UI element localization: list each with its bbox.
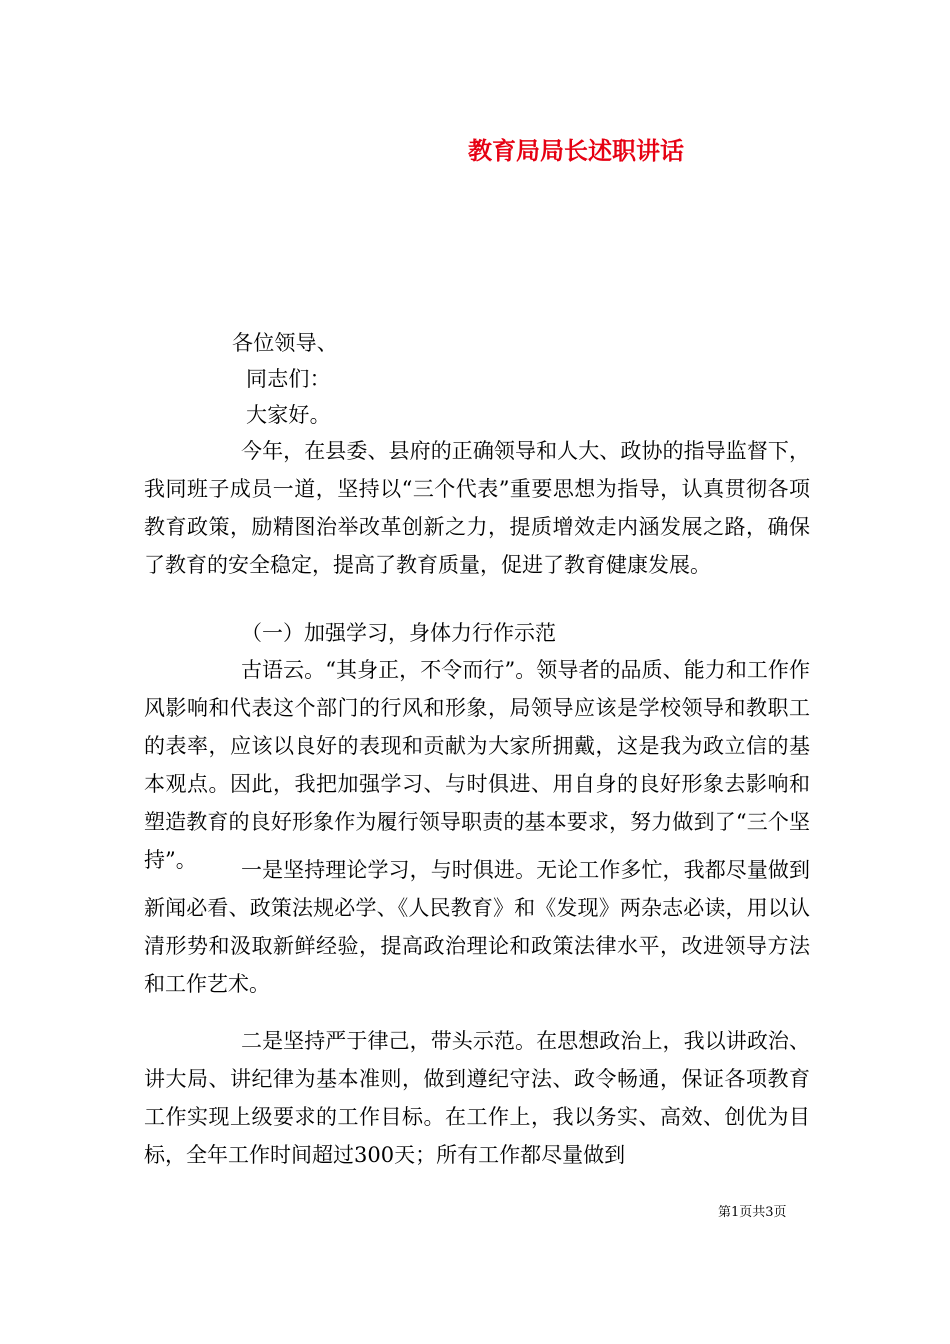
section-heading-1: （一）加强学习，身体力行作示范 <box>241 621 556 645</box>
paragraph-self-discipline: 二是坚持严于律己，带头示范。在思想政治上，我以讲政治、讲大局、讲纪律为基本准则，做到遵纪守法、政令畅通，保证各项教育工作实现上级要求的工作目标。在工作上，我以务实、高效、创优为目标，全年工作时间超过300天；所有工作都尽量做到 <box>144 1029 810 1167</box>
paragraph-theory-study: 一是坚持理论学习，与时俱进。无论工作多忙，我都尽量做到新闻必看、政策法规必学、《人民教育》和《发现》两杂志必读，用以认清形势和汲取新鲜经验，提高政治理论和政策法律水平，改进领导方法和工作艺术。 <box>144 858 810 996</box>
greeting-line-leaders: 各位领导、 <box>232 331 338 355</box>
page-title: 教育局局长述职讲话 <box>468 136 684 165</box>
greeting-line-hello: 大家好。 <box>246 403 331 427</box>
paragraph-quote: 古语云。“其身正，不令而行”。领导者的品质、能力和工作作风影响和代表这个部门的行风和形象，局领导应该是学校领导和教职工的表率，应该以良好的表现和贡献为大家所拥戴，这是我为政立信的基本观点。因此，我把加强学习、与时俱进、用自身的良好形象去影响和塑造教育的良好形象作为履行领导职责的基本要求，努力做到了“三个坚持”。 <box>144 658 810 872</box>
page-number-footer: 第1页共3页 <box>718 1205 787 1220</box>
paragraph-intro: 今年，在县委、县府的正确领导和人大、政协的指导监督下，我同班子成员一道，坚持以“三个代表”重要思想为指导，认真贯彻各项教育政策，励精图治举改革创新之力，提质增效走内涵发展之路，确保了教育的安全稳定，提高了教育质量，促进了教育健康发展。 <box>144 439 810 577</box>
greeting-line-comrades: 同志们： <box>246 367 331 391</box>
